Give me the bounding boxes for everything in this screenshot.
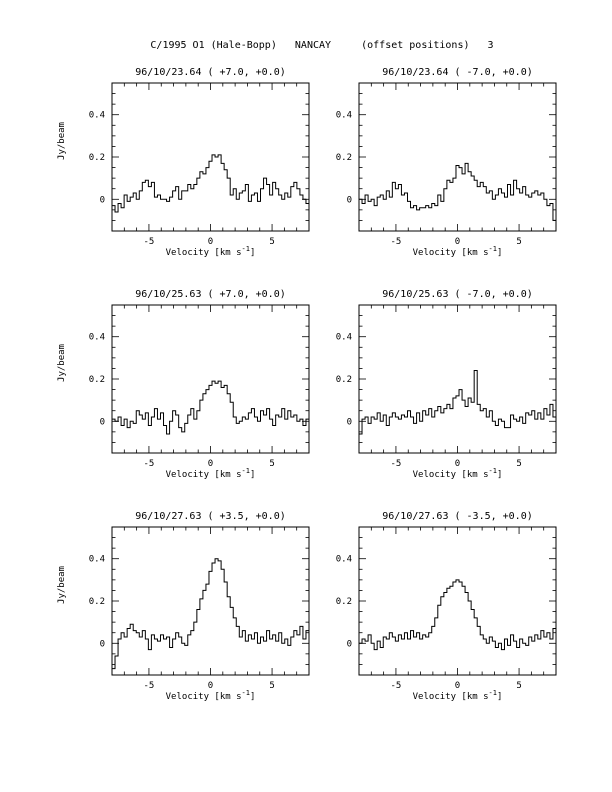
x-tick-label: -5 [390, 237, 402, 247]
y-tick-label: 0.2 [335, 153, 352, 163]
y-tick-label: 0.4 [88, 554, 105, 565]
x-tick-label: 5 [269, 459, 275, 469]
x-axis-label: Velocity [km $s^{-1}$] [165, 689, 256, 702]
y-tick-label: 0 [99, 417, 105, 428]
x-axis-label: Velocity [km $s^{-1}$] [165, 467, 256, 480]
y-tick-label: 0 [99, 639, 105, 650]
x-tick-label: 0 [454, 459, 461, 469]
chart-panel-5 [57, 511, 309, 702]
x-axis-label: Velocity [km $s^{-1}$] [412, 245, 503, 258]
y-tick-label: 0.2 [88, 597, 105, 607]
chart-panel-6 [336, 511, 556, 702]
panels [57, 67, 556, 702]
plot-frame [359, 527, 556, 675]
y-tick-label: 0 [346, 417, 352, 428]
chart-panel-3 [57, 289, 309, 480]
y-tick-label: 0.2 [88, 153, 105, 163]
panel-title: 96/10/23.64 ( -7.0, +0.0) [382, 67, 533, 78]
y-tick-label: 0.4 [335, 554, 352, 565]
chart-panel-1 [57, 67, 309, 258]
spectrum-trace [359, 163, 556, 220]
y-tick-label: 0.2 [335, 597, 352, 607]
x-tick-label: 5 [269, 237, 275, 247]
x-tick-label: -5 [143, 237, 155, 247]
spectrum-trace [112, 381, 309, 434]
figure-title: C/1995 O1 (Hale-Bopp) NANCAY (offset positions) 3 [150, 40, 494, 51]
x-tick-label: -5 [143, 681, 155, 691]
x-tick-label: -5 [143, 459, 155, 469]
spectrum-trace [112, 559, 309, 669]
x-tick-label: 0 [207, 459, 214, 469]
chart-panel-4 [336, 289, 556, 480]
y-tick-label: 0.4 [88, 332, 105, 343]
panel-title: 96/10/27.63 ( -3.5, +0.0) [382, 511, 533, 522]
panel-title: 96/10/27.63 ( +3.5, +0.0) [135, 511, 286, 522]
y-tick-label: 0 [99, 195, 105, 206]
y-tick-label: 0 [346, 639, 352, 650]
y-tick-label: 0.4 [88, 110, 105, 121]
y-tick-label: 0.4 [335, 110, 352, 121]
x-tick-label: 5 [269, 681, 275, 691]
plot-frame [112, 83, 309, 231]
x-tick-label: 5 [516, 459, 522, 469]
x-tick-label: -5 [390, 681, 402, 691]
panel-title: 96/10/23.64 ( +7.0, +0.0) [135, 67, 286, 78]
x-tick-label: -5 [390, 459, 402, 469]
plot-frame [112, 305, 309, 453]
y-tick-label: 0.2 [88, 375, 105, 385]
plot-frame [359, 83, 556, 231]
panel-title: 96/10/25.63 ( -7.0, +0.0) [382, 289, 533, 300]
y-tick-label: 0 [346, 195, 352, 206]
x-axis-label: Velocity [km $s^{-1}$] [165, 245, 256, 258]
panel-title: 96/10/25.63 ( +7.0, +0.0) [135, 289, 286, 300]
x-tick-label: 5 [516, 681, 522, 691]
y-axis-label: Jy/beam [57, 566, 67, 604]
x-tick-label: 5 [516, 237, 522, 247]
x-tick-label: 0 [454, 681, 461, 691]
y-axis-label: Jy/beam [57, 344, 67, 382]
x-tick-label: 0 [207, 681, 214, 691]
x-axis-label: Velocity [km $s^{-1}$] [412, 689, 503, 702]
y-tick-label: 0.2 [335, 375, 352, 385]
y-tick-label: 0.4 [335, 332, 352, 343]
chart-panel-2 [336, 67, 556, 258]
plot-frame [112, 527, 309, 675]
spectrum-trace [359, 371, 556, 434]
y-axis-label: Jy/beam [57, 122, 67, 160]
plot-frame [359, 305, 556, 453]
x-axis-label: Velocity [km $s^{-1}$] [412, 467, 503, 480]
x-tick-label: 0 [454, 237, 461, 247]
spectrum-trace [359, 580, 556, 650]
spectrum-trace [112, 155, 309, 212]
x-tick-label: 0 [207, 237, 214, 247]
